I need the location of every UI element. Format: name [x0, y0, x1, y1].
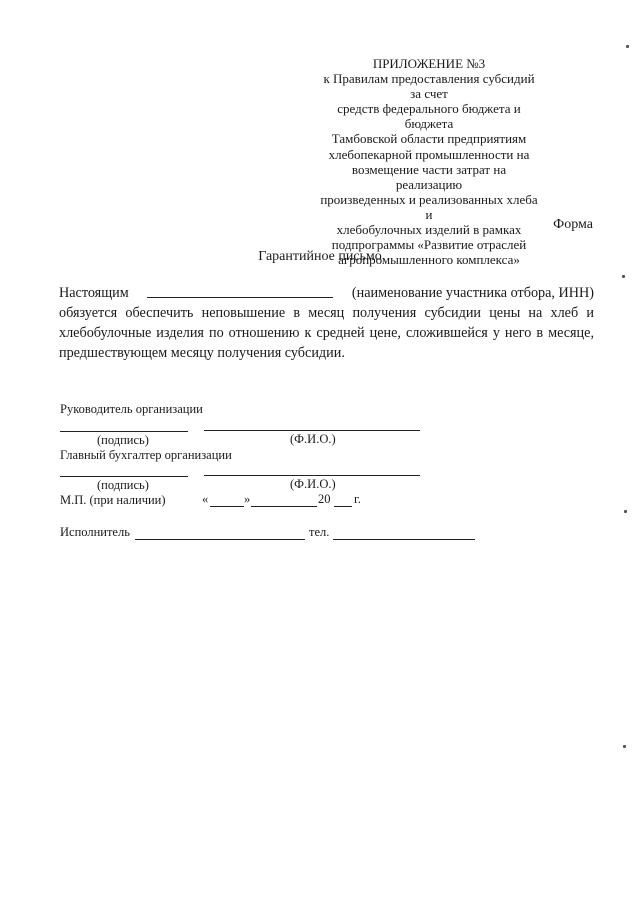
executor-label: Исполнитель: [60, 525, 130, 539]
accountant-signature-line[interactable]: [60, 476, 188, 477]
stamp-label: М.П. (при наличии): [60, 493, 166, 507]
head-fio-caption: (Ф.И.О.): [290, 432, 336, 446]
accountant-signature-caption: (подпись): [97, 478, 149, 492]
date-month-blank[interactable]: [251, 506, 317, 507]
appendix-line: возмещение части затрат на реализацию: [351, 161, 507, 192]
date-year-suffix: г.: [354, 492, 361, 506]
participant-name-blank[interactable]: [147, 283, 333, 298]
head-signature-caption: (подпись): [97, 433, 149, 447]
appendix-line: хлебопекарной промышленности на: [328, 146, 530, 162]
date-year-blank[interactable]: [334, 506, 352, 507]
form-label: Форма: [553, 217, 593, 232]
accountant-fio-line[interactable]: [204, 475, 420, 476]
phone-line[interactable]: [333, 539, 475, 540]
accountant-fio-caption: (Ф.И.О.): [290, 477, 336, 491]
date-close-quote: »: [244, 492, 251, 506]
appendix-header: [318, 56, 540, 267]
head-fio-line[interactable]: [204, 430, 420, 431]
appendix-line: произведенных и реализованных хлеба и: [320, 191, 538, 222]
head-signature-line[interactable]: [60, 431, 188, 432]
scan-mark: [622, 275, 625, 278]
appendix-line: подпрограммы «Развитие отраслей: [331, 237, 527, 253]
letter-body-first-line: [59, 283, 594, 303]
phone-label: тел.: [309, 525, 330, 539]
letter-body-text: обязуется обеспечить неповышение в месяц получения субсидии цены на хлеб и хлебобулочные изделия по отношению к средней цене, сложившейся у него в месяце, предшествующем месяцу получения субсидии.: [59, 305, 594, 361]
appendix-line: к Правилам предоставления субсидий за счет: [323, 71, 535, 102]
scan-mark: [623, 745, 626, 748]
scan-mark: [626, 45, 629, 48]
appendix-line: средств федерального бюджета и бюджета: [337, 101, 521, 132]
date-day-blank[interactable]: [210, 506, 244, 507]
date-year-prefix: 20: [318, 492, 331, 506]
body-start-word: Настоящим: [59, 285, 129, 301]
executor-name-line[interactable]: [135, 539, 305, 540]
scan-mark: [624, 510, 627, 513]
date-open-quote: «: [202, 492, 209, 506]
letter-body: [59, 283, 594, 363]
appendix-line: Тамбовской области предприятиям: [331, 131, 527, 147]
appendix-title: ПРИЛОЖЕНИЕ №3: [372, 56, 486, 71]
letter-title: Гарантийное письмо: [258, 249, 382, 264]
appendix-line: агропромышленного комплекса»: [338, 252, 520, 268]
head-label: Руководитель организации: [60, 402, 203, 416]
accountant-label: Главный бухгалтер организации: [60, 448, 232, 462]
participant-name-caption: (наименование участника отбора, ИНН): [351, 285, 594, 301]
appendix-line: хлебобулочных изделий в рамках: [336, 222, 522, 238]
